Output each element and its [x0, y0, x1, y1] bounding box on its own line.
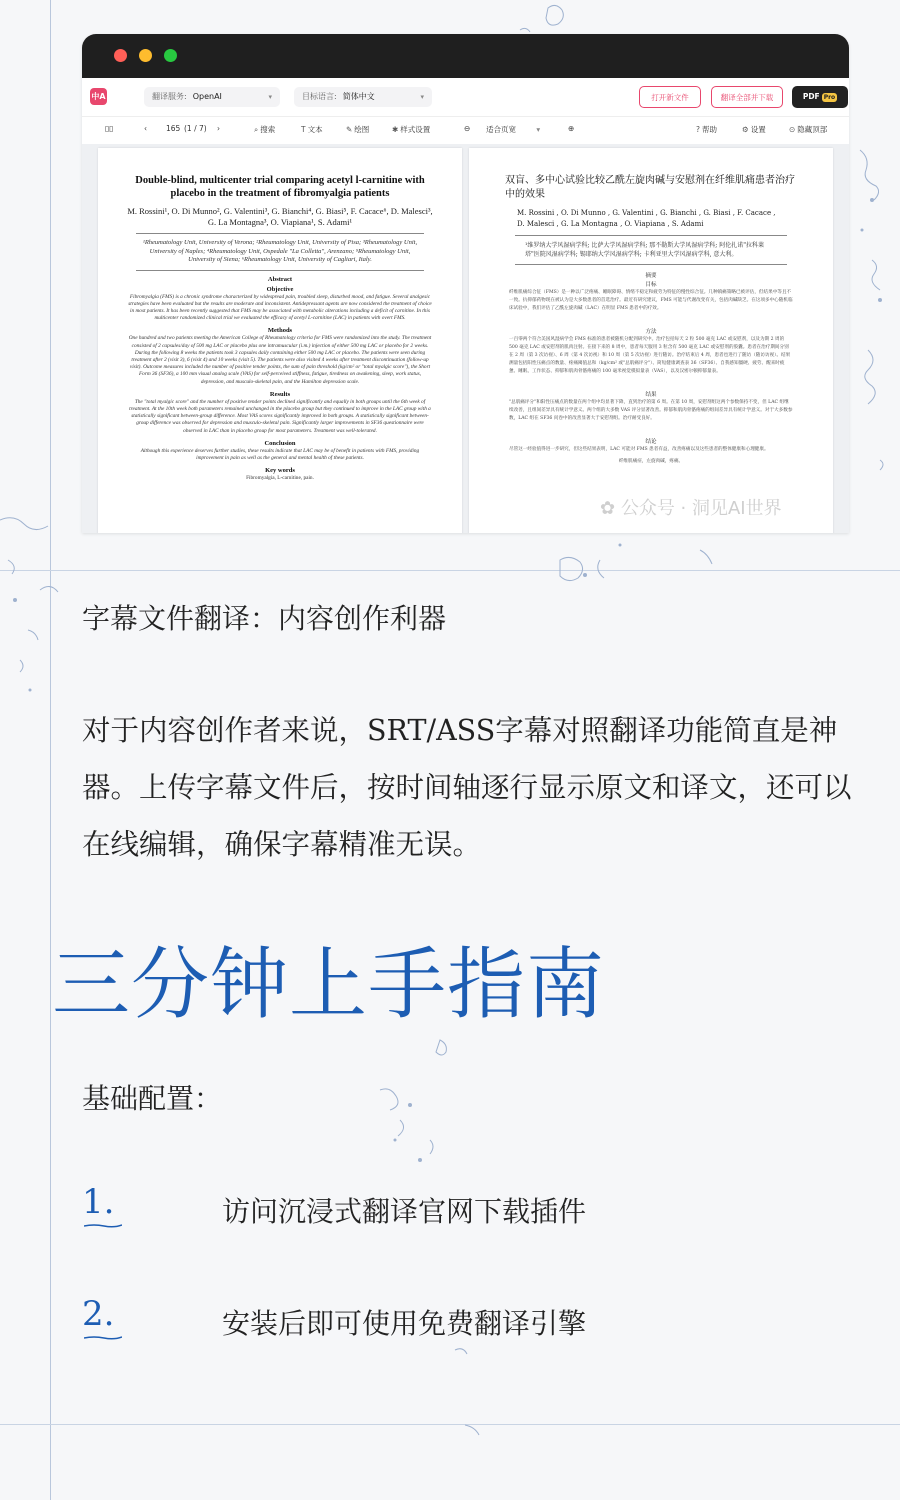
- conclusion-heading: Conclusion: [264, 439, 296, 447]
- abstract-heading: Abstract: [267, 275, 293, 283]
- zoom-in-icon[interactable]: ⊕: [568, 124, 575, 133]
- zoom-select[interactable]: [486, 124, 552, 135]
- guide-title: 三分钟上手指南: [52, 940, 606, 1030]
- results-heading: Results: [269, 390, 291, 398]
- page-number-input[interactable]: 165: [166, 124, 181, 133]
- paper-authors: M. Rossini¹, O. Di Munno², G. Valentini³, G. Bianchi⁴, G. Biasi⁵, F. Cacace⁶, D. Malesci³, G. La Montagna³, O. Viapiana¹, S. Adami¹: [127, 206, 433, 227]
- open-file-button[interactable]: 打开新文件: [639, 86, 701, 108]
- minimize-window-button[interactable]: [139, 49, 152, 62]
- style-icon: ✱: [392, 125, 399, 134]
- app-logo-icon: 中A: [90, 88, 107, 105]
- target-language-select[interactable]: [294, 87, 432, 107]
- chevron-down-icon: ▾: [536, 125, 541, 134]
- service-value: OpenAI: [192, 92, 222, 101]
- document-area: [82, 144, 849, 533]
- translated-keywords: 纤维肌痛症，左旋肉碱，疼痛。: [618, 459, 684, 464]
- page-count: (1 / 7): [184, 124, 207, 133]
- conclusion-text: Although this experience deserves further studies, these results indicate that LAC may be of benefit in patients with FMS, providing improvement in pain as well as the general and mental health of these patients.: [140, 447, 420, 461]
- service-label: 翻译服务:: [152, 92, 187, 101]
- sidebar-toggle-icon[interactable]: ▯▯: [105, 124, 114, 133]
- text-tool-label: 文本: [307, 125, 323, 134]
- translate-all-download-button[interactable]: 翻译全部并下载: [711, 86, 783, 108]
- translated-methods-heading: 方法: [645, 329, 657, 335]
- pro-badge: Pro: [823, 94, 836, 101]
- translated-page: [469, 148, 833, 533]
- step-underline-decoration: [84, 1336, 122, 1340]
- chevron-down-icon: ▾: [420, 93, 424, 101]
- target-value: 简体中文: [342, 92, 375, 101]
- translated-authors: M. Rossini , O. Di Munno , G. Valentini , G. Bianchi , G. Biasi , F. Cacace , D. Malesci , G. La Montagna , O. Viapiana , S. Adami: [517, 209, 776, 228]
- divider: [515, 264, 787, 265]
- target-label: 目标语言:: [302, 92, 337, 101]
- translated-results-heading: 结果: [645, 392, 657, 398]
- objective-heading: Objective: [266, 285, 294, 293]
- pen-icon: ✎: [346, 125, 353, 134]
- translated-objective: 纤维肌痛综合征（FMS）是一种以广泛疼痛、睡眠障碍、情绪不稳定和疲劳为特征的慢性综合征。几种镇痛策略已被评估，但结果中等且不一致。抗抑郁药物现在被认为是大多数患者的首选治疗。最近有研究建议，FMS 可能与代谢改变有关，包括肉碱缺乏。在这项多中心随机临床试验中，我们评估了乙酰左旋肉碱（LAC）在明显 FMS 患者中的疗效。: [509, 290, 793, 311]
- translate-service-select[interactable]: [144, 87, 280, 107]
- methods-heading: Methods: [267, 327, 293, 335]
- translated-objective-heading: 目标: [645, 282, 657, 288]
- gear-icon: ⚙: [742, 125, 749, 134]
- keywords-heading: Key words: [265, 467, 295, 475]
- draw-tool[interactable]: [346, 124, 369, 135]
- translated-title: 双盲、多中心试验比较乙酰左旋肉碱与安慰剂在纤维肌痛患者治疗中的效果: [505, 175, 795, 200]
- keywords-text: Fibromyalgia, L-carnitine, pain.: [246, 475, 314, 482]
- translated-conclusion-heading: 结论: [645, 439, 657, 445]
- window-titlebar: [82, 34, 849, 78]
- next-page-icon[interactable]: ›: [217, 124, 220, 133]
- translated-methods: 一百零两个符合美国风湿病学会 FMS 标准的患者被随机分配到研究中。治疗包括每天 2 粒 500 毫克 LAC 或安慰剂，以及为期 2 周的 500 毫克 LAC 或安慰剂的肌肉注射。在接下来的 8 周中，患者每天服用 3 粒含有 500 毫克 LAC 或安慰剂的胶囊。患者在治疗期间分别在 2 周（第 3 次访视）、6 周（第 4 次访视）和 10 周（第 5 次访视）进行随访。治疗结束后 4 周，患者也进行了随访（随访访视）。结果测量包括阳性压痛点的数量、疼痛阈值总和（kg/cm² 或"总肌痛评分"）、简短健康调查表 36（SF36）、自我感知僵硬、疲劳、醒来时疲惫、睡眠、工作状态、抑郁和肌肉骨骼疼痛的 100 毫米视觉模拟量表（VAS），以及汉密尔顿抑郁量表。: [509, 337, 791, 374]
- prev-page-icon[interactable]: ‹: [144, 124, 147, 133]
- chevron-down-icon: ▾: [268, 93, 272, 101]
- step-text: 访问沉浸式翻译官网下载插件: [222, 1195, 587, 1228]
- results-text: The "total myalgic score" and the number of positive tender points declined significantly and equally in both groups until the 6th week of treatment. At the 10th week both parameters remained unchanged in the placebo group but they continued to improve in the LAC group with a statistically significant between-group difference. Most VAS scores significantly improved in both groups. A statistically significant between-group difference was observed for depression and musculo-skeletal pain. Significantly larger improvements in SF36 questionnaire were observed in LAC than in placebo group for most parameters. Treatment was well-tolerated.: [129, 398, 431, 434]
- text-icon: T: [301, 125, 306, 134]
- help-button[interactable]: [696, 124, 717, 135]
- step-text: 安装后即可使用免费翻译引擎: [222, 1307, 587, 1340]
- divider: [515, 235, 787, 236]
- translated-results: "总肌痛评分"和阳性压痛点的数量在两个组中均显著下降，直到治疗的第 6 周。在第 10 周，安慰剂组这两个参数保持不变，但 LAC 组继续改善，且组间差异具有统计学意义。两个组的大多数 VAS 评分显著改善。抑郁和肌肉骨骼疼痛的组间差异具有统计学意义。对于大多数参数，LAC 组在 SF36 问卷中的改善显著大于安慰剂组。治疗耐受良好。: [509, 400, 793, 421]
- close-window-button[interactable]: [114, 49, 127, 62]
- zoom-out-icon[interactable]: ⊖: [464, 124, 471, 133]
- hide-top-button[interactable]: [789, 124, 827, 135]
- collapse-icon: ⊙: [789, 125, 796, 134]
- settings-label: 设置: [750, 125, 766, 134]
- section-subheading: 字幕文件翻译：内容创作利器: [82, 602, 447, 635]
- search-icon: ⌕: [254, 125, 259, 134]
- maximize-window-button[interactable]: [164, 49, 177, 62]
- divider: [136, 233, 424, 234]
- text-tool[interactable]: [301, 124, 323, 135]
- wechat-watermark: [600, 494, 782, 520]
- hide-top-label: 隐藏顶部: [797, 125, 828, 134]
- translated-affiliations: ¹维罗纳大学风湿病学科; 比萨大学风湿病学科; 那不勒斯大学风湿病学科; 阿伦扎诺"拉科莱塔"医院风湿病学科; 锡耶纳大学风湿病学科; 卡利亚里大学风湿病学科, 意大利。: [525, 242, 764, 258]
- viewer-toolbar: [82, 117, 849, 143]
- step-underline-decoration: [84, 1224, 122, 1228]
- style-tool-label: 样式设置: [400, 125, 431, 134]
- translate-toolbar: [82, 78, 849, 117]
- wechat-icon: ✿: [600, 498, 616, 519]
- pdf-pro-button[interactable]: [792, 86, 848, 108]
- watermark-text: 公众号 · 洞见AI世界: [620, 498, 782, 519]
- paper-affiliations: ¹Rheumatology Unit, University of Verona; ²Rheumatology Unit, University of Pisa; ³Rheumatology Unit, University of Naples; ⁴Rheumatology Unit, Ospedale "La Colletta", Arenzano; ⁵Rheumatology Unit, University of Siena; ⁶Rheumatology Unit, University of Cagliari, Italy.: [142, 239, 418, 263]
- style-settings-tool[interactable]: [392, 124, 430, 135]
- zoom-value: 适合页宽: [486, 125, 516, 134]
- pdf-label: PDF: [802, 92, 820, 101]
- translated-abstract-heading: 摘要: [645, 273, 657, 279]
- search-tool-label: 搜索: [260, 125, 276, 134]
- methods-text: One hundred and two patients meeting the American College of Rheumatology criteria for FMS were randomized into the study. The treatment consisted of 2 capsules/day of 500 mg LAC or placebo plus one intramuscular (i.m.) injection of either 500 mg LAC or placebo for 2 weeks. During the following 8 weeks the patients took 3 capsules daily containing either 500 mg LAC or placebo. The patients were seen during treatment after 2 (visit 3), 6 (visit 4) and 10 weeks (visit 5). The patients were also visited 4 weeks after treatment discontinuation (follow-up visit). Outcome measures included the number of positive tender points, the sum of pain threshold (kg/cm² or "total myalgic score"), the Short Form 36 (SF36), a 100 mm visual analog scale (VAS) for self-perceived stiffness, fatigue, tiredness on awakening, sleep, work status, depression, and musculo-skeletal pain, and the Hamilton depression scale.: [128, 335, 432, 385]
- settings-button[interactable]: [742, 124, 766, 135]
- help-icon: ?: [696, 125, 700, 134]
- paper-title: Double-blind, multicenter trial comparing acetyl l-carnitine with placebo in the treatment of fibromyalgia patients: [135, 175, 425, 199]
- original-page: [98, 148, 462, 533]
- app-window-screenshot: [82, 34, 849, 533]
- objective-text: Fibromyalgia (FMS) is a chronic syndrome characterized by widespread pain, troubled sleep, disturbed mood, and fatigue. Several analgesic strategies have been evaluated but the results are moderate and inconsistent. Antidepressant agents are now considered the treatment of choice in most patients. It has been recently suggested that FMS may be associated with metabolic alterations including a deficit of carnitine. In this multicenter randomized clinical trial we evaluated the efficacy of acetyl L-carnitine (LAC) in patients with overt FMS.: [128, 293, 432, 322]
- config-label: 基础配置：: [82, 1082, 223, 1115]
- draw-tool-label: 绘图: [354, 125, 370, 134]
- step-number: 1.: [82, 1182, 115, 1222]
- translated-conclusion: 尽管这一经验值得进一步研究，但这些结果表明，LAC 可能对 FMS 患者有益，改善疼痛以及这些患者的整体健康和心理健康。: [509, 447, 769, 452]
- search-tool[interactable]: [254, 124, 275, 135]
- step-number: 2.: [82, 1294, 115, 1334]
- divider: [136, 270, 424, 271]
- help-label: 帮助: [701, 125, 717, 134]
- body-paragraph: 对于内容创作者来说，SRT/ASS字幕对照翻译功能简直是神器。上传字幕文件后，按时间轴逐行显示原文和译文，还可以在线编辑，确保字幕精准无误。: [82, 714, 852, 861]
